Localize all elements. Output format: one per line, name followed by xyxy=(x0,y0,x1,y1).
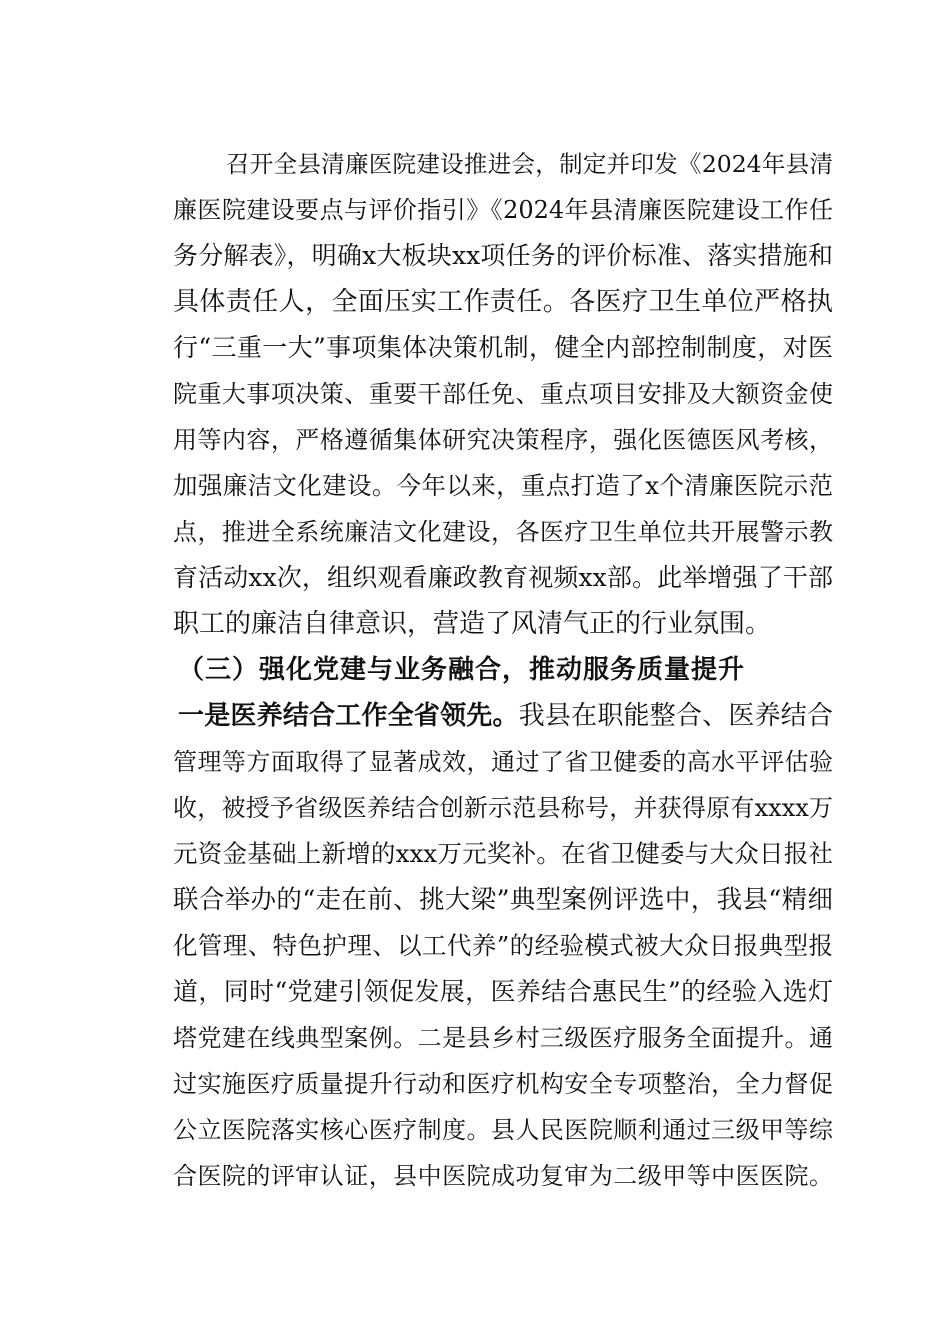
paragraph-lead: 一是医养结合工作全省领先。 xyxy=(178,701,519,731)
paragraph-line: 塔党建在线典型案例。二是县乡村三级医疗服务全面提升。通 xyxy=(173,1024,833,1052)
paragraph-line: 育活动xx次，组织观看廉政教育视频xx部。此举增强了干部 xyxy=(173,563,833,592)
paragraph-line: 点，推进全系统廉洁文化建设，各医疗卫生单位共开展警示教 xyxy=(173,518,833,546)
paragraph-line: 召开全县清廉医院建设推进会，制定并印发《2024年县清 xyxy=(226,150,833,178)
paragraph-line: 加强廉洁文化建设。今年以来，重点打造了x个清廉医院示范 xyxy=(173,471,833,500)
paragraph-line: 合医院的评审认证，县中医院成功复审为二级甲等中医医院。 xyxy=(173,1162,833,1190)
paragraph-line: 廉医院建设要点与评价指引》《2024年县清廉医院建设工作任 xyxy=(173,196,833,224)
paragraph-line: 职工的廉洁自律意识，营造了风清气正的行业氛围。 xyxy=(173,609,772,639)
paragraph-lead-rest: 我县在职能整合、医养结合 xyxy=(518,701,833,731)
paragraph-line: 具体责任人，全面压实工作责任。各医疗卫生单位严格执 xyxy=(173,287,833,317)
paragraph-line: 务分解表》，明确x大板块xx项任务的评价标准、落实措施和 xyxy=(173,241,833,270)
paragraph-line: 收，被授予省级医养结合创新示范县称号，并获得原有xxxx万 xyxy=(173,794,833,822)
paragraph-line: 公立医院落实核心医疗制度。县人民医院顺利通过三级甲等综 xyxy=(173,1116,833,1144)
paragraph-line: 道，同时“党建引领促发展，医养结合惠民生”的经验入选灯 xyxy=(173,977,833,1006)
section-heading: （三）强化党建与业务融合，推动服务质量提升 xyxy=(178,655,746,685)
paragraph-first-line xyxy=(178,694,833,738)
paragraph-line: 化管理、特色护理、以工代养”的经验模式被大众日报典型报 xyxy=(173,931,833,960)
paragraph-line: 用等内容，严格遵循集体研究决策程序，强化医德医风考核， xyxy=(173,426,833,454)
paragraph-line: 过实施医疗质量提升行动和医疗机构安全专项整治，全力督促 xyxy=(173,1070,833,1098)
paragraph-line: 元资金基础上新增的xxx万元奖补。在省卫健委与大众日报社 xyxy=(173,839,833,868)
paragraph-line: 联合举办的“走在前、挑大梁”典型案例评选中，我县“精细 xyxy=(173,885,833,915)
paragraph-line: 院重大事项决策、重要干部任免、重点项目安排及大额资金使 xyxy=(173,380,833,408)
paragraph-line: 行“三重一大”事项集体决策机制，健全内部控制制度，对医 xyxy=(173,333,833,362)
paragraph-line: 管理等方面取得了显著成效，通过了省卫健委的高水平评估验 xyxy=(173,748,833,776)
